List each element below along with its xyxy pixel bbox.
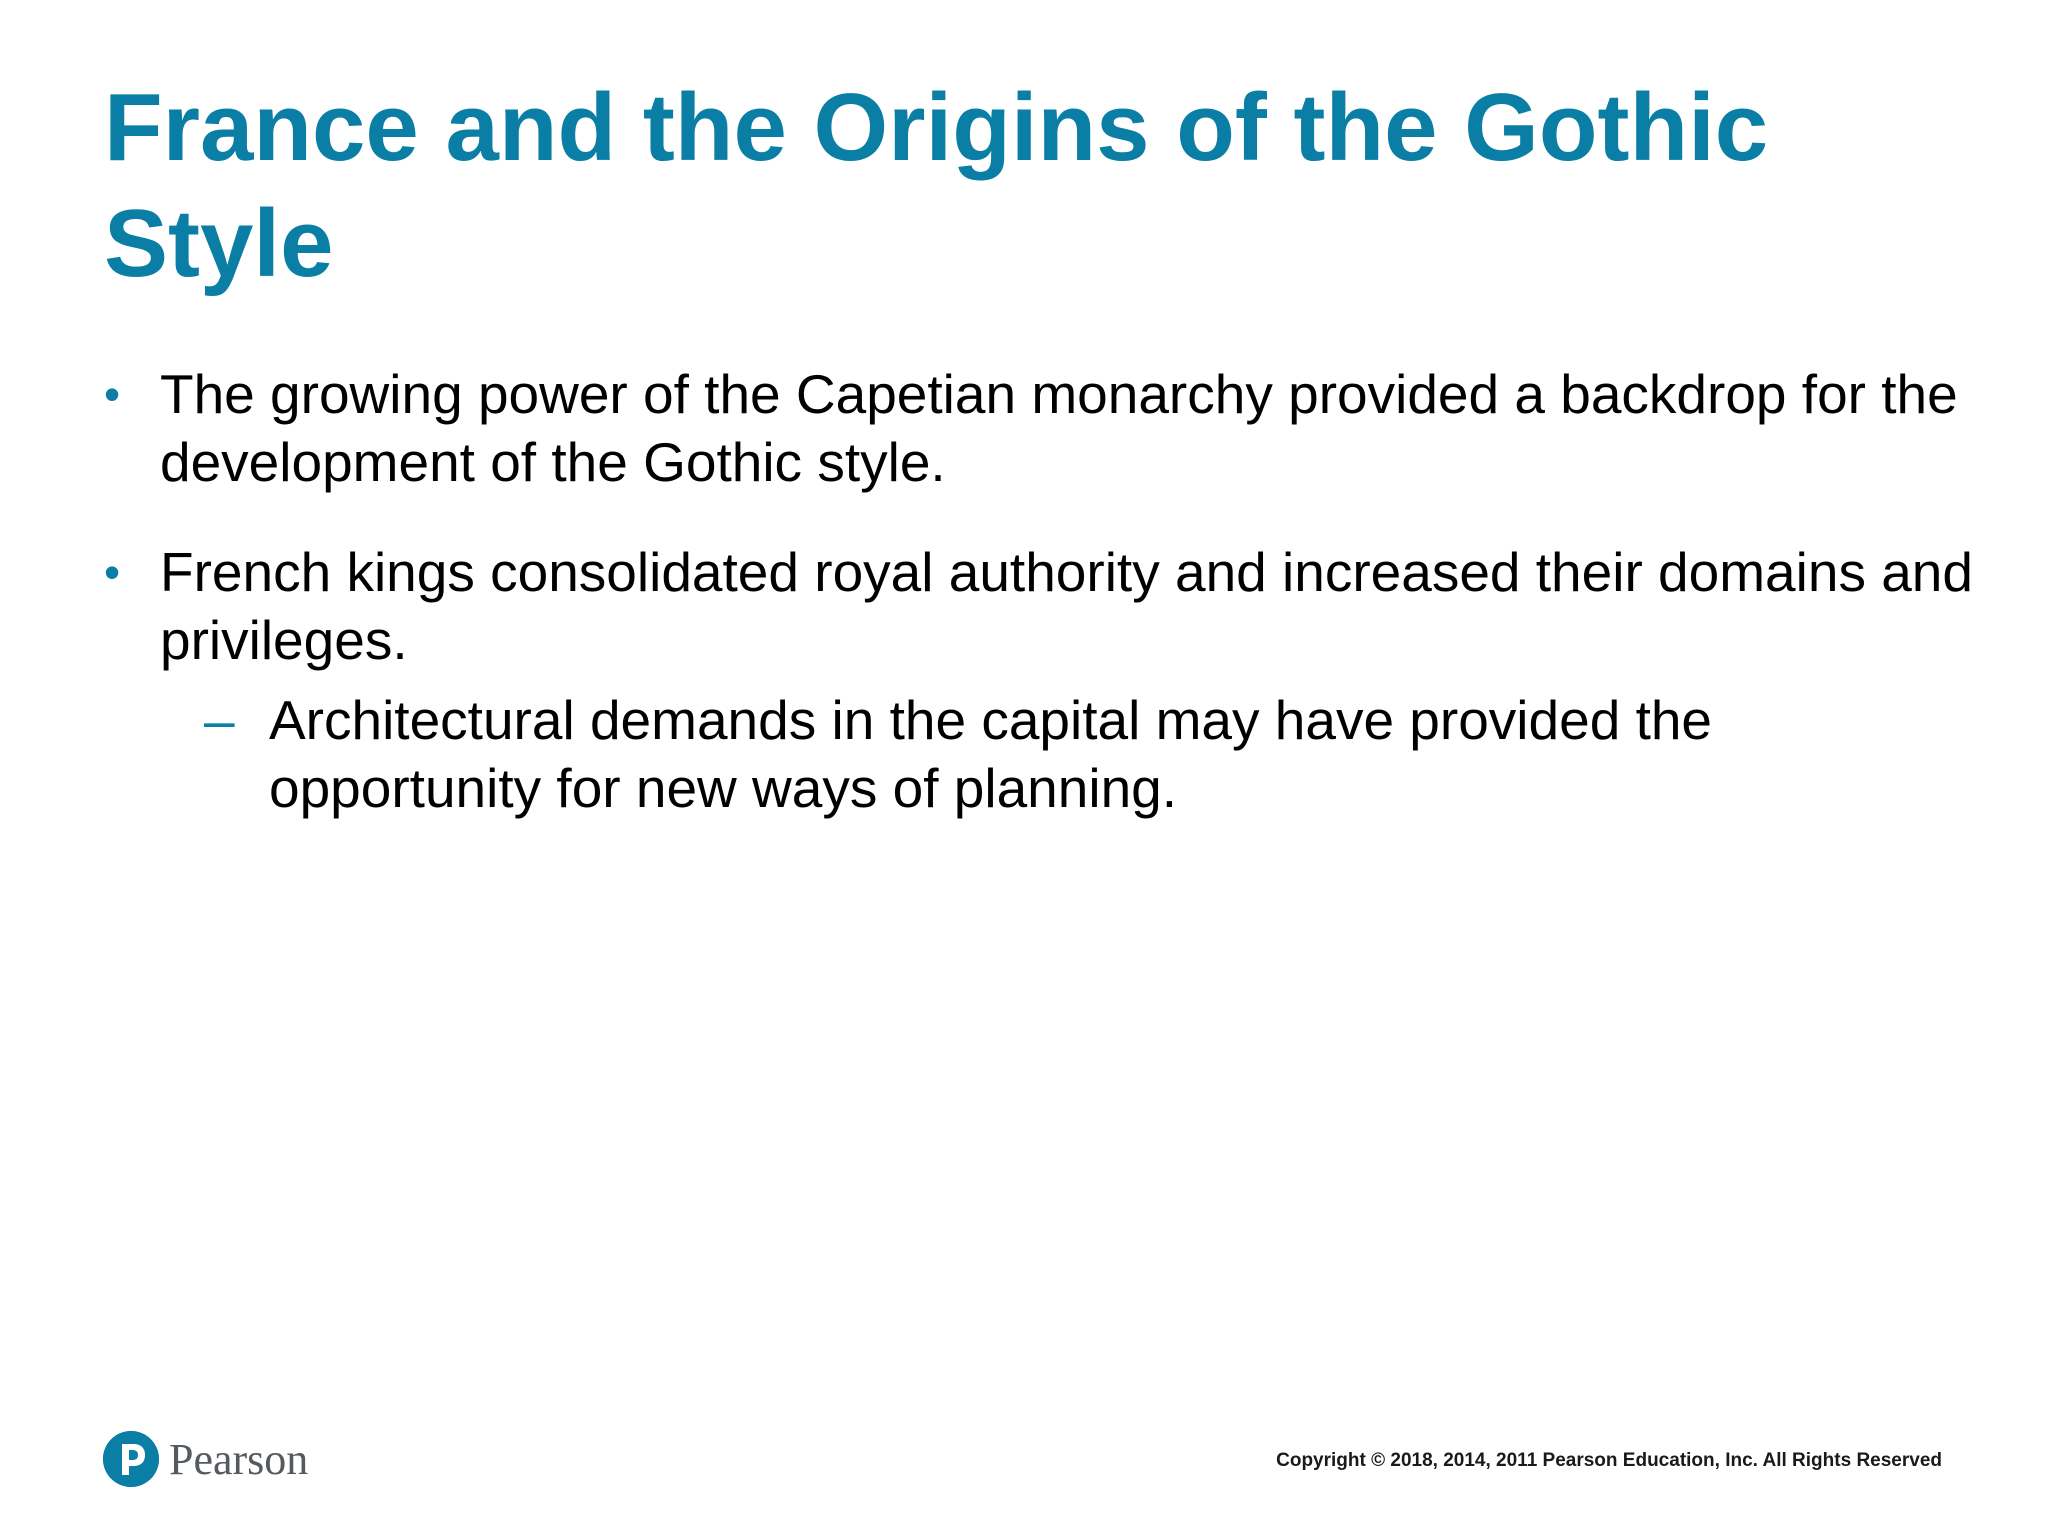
bullet-text: French kings consolidated royal authority and increased their domains and privileges. [160, 541, 1973, 671]
bullet-marker: • [104, 368, 121, 420]
slide-content [104, 360, 1984, 822]
sub-bullet-item [104, 686, 1984, 822]
bullet-marker: • [104, 546, 121, 598]
sub-bullet-marker: – [204, 689, 235, 751]
logo-text: Pearson [169, 1434, 309, 1484]
slide-title: France and the Origins of the Gothic Style [104, 74, 1769, 297]
bullet-item [104, 538, 1984, 674]
copyright-notice: Copyright © 2018, 2014, 2011 Pearson Education, Inc. All Rights Reserved [1276, 1450, 1942, 1471]
sub-bullet-text: Architectural demands in the capital may have provided the opportunity for new ways of planning. [269, 689, 1713, 819]
bullet-text: The growing power of the Capetian monarchy provided a backdrop for the development of the Gothic style. [160, 363, 1958, 493]
pearson-p-icon [103, 1431, 159, 1487]
pearson-logo [103, 1428, 308, 1490]
bullet-item [104, 360, 1984, 496]
